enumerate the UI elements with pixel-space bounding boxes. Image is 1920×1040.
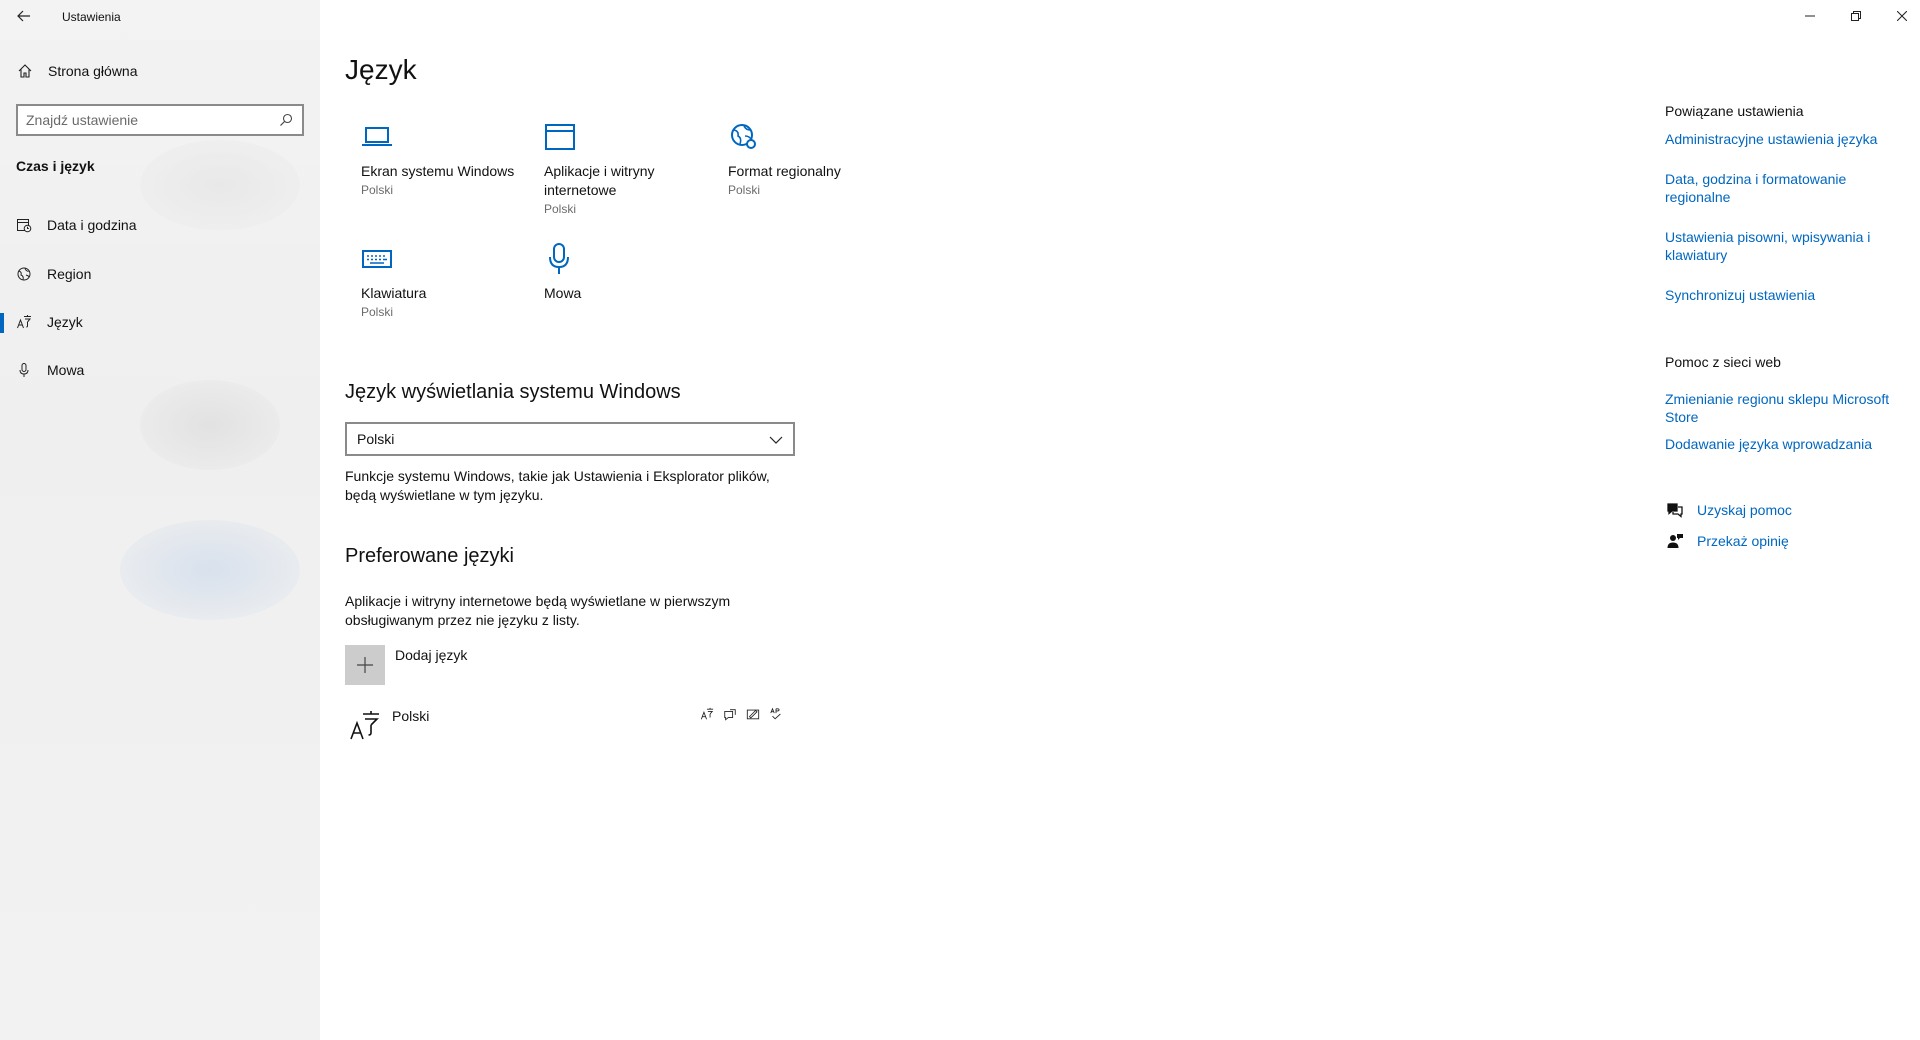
help-chat-icon bbox=[1665, 500, 1685, 520]
speech-icon bbox=[721, 705, 739, 723]
selected-indicator bbox=[0, 313, 4, 333]
window-title: Ustawienia bbox=[62, 10, 121, 24]
display-language-description: Funkcje systemu Windows, takie jak Ustawienia i Eksplorator plików, będą wyświetlane w tym języku. bbox=[345, 468, 770, 503]
close-icon bbox=[1897, 11, 1907, 21]
give-feedback-link[interactable] bbox=[1665, 531, 1789, 551]
minimize-icon bbox=[1805, 11, 1815, 21]
language-name: Polski bbox=[392, 708, 430, 724]
related-settings-heading: Powiązane ustawienia bbox=[1665, 103, 1804, 119]
restore-button[interactable] bbox=[1833, 0, 1879, 32]
display-language-value: Polski bbox=[357, 431, 395, 447]
chevron-down-icon bbox=[769, 431, 783, 447]
plus-icon bbox=[345, 645, 385, 685]
background-blur bbox=[140, 380, 280, 470]
sidebar-item-speech[interactable] bbox=[0, 350, 320, 390]
preferred-languages-description: Aplikacje i witryny internetowe będą wyświetlane w pierwszym obsługiwanym przez nie języku z listy. bbox=[345, 593, 731, 628]
tile-label: Format regionalny bbox=[728, 163, 841, 179]
tile-speech[interactable] bbox=[544, 242, 714, 305]
display-language-icon bbox=[698, 705, 716, 723]
tile-keyboard[interactable] bbox=[361, 242, 531, 319]
nav-home[interactable] bbox=[16, 62, 138, 80]
sidebar-item-region[interactable] bbox=[0, 254, 320, 294]
search-icon[interactable] bbox=[278, 112, 294, 128]
globe-settings-icon bbox=[728, 120, 762, 154]
keyboard-icon bbox=[361, 242, 395, 276]
link-spelling-typing-keyboard[interactable]: Ustawienia pisowni, wpisywania i klawiatury bbox=[1665, 229, 1871, 263]
give-feedback-label: Przekaż opinię bbox=[1697, 533, 1789, 549]
tile-label: Mowa bbox=[544, 285, 582, 301]
language-item-polish[interactable] bbox=[345, 700, 795, 750]
tile-sub: Polski bbox=[728, 183, 761, 197]
web-help-heading: Pomoc z sieci web bbox=[1665, 354, 1781, 370]
sidebar-item-date-time[interactable] bbox=[0, 205, 320, 245]
microphone-icon bbox=[544, 242, 578, 276]
sidebar-section-title: Czas i język bbox=[16, 158, 95, 174]
sidebar-item-label: Region bbox=[47, 266, 92, 282]
laptop-icon bbox=[361, 120, 395, 154]
search-input[interactable] bbox=[26, 112, 278, 128]
link-add-input-language[interactable]: Dodawanie języka wprowadzania bbox=[1665, 436, 1873, 452]
link-date-time-regional[interactable]: Data, godzina i formatowanie regionalne bbox=[1665, 171, 1847, 205]
sidebar-item-label: Data i godzina bbox=[47, 217, 137, 233]
sidebar-item-language[interactable] bbox=[0, 302, 320, 342]
handwriting-icon bbox=[744, 705, 762, 723]
browser-window-icon bbox=[544, 120, 578, 154]
minimize-button[interactable] bbox=[1787, 0, 1833, 32]
sidebar-item-label: Mowa bbox=[47, 362, 85, 378]
get-help-link[interactable] bbox=[1665, 500, 1792, 520]
display-language-select[interactable] bbox=[345, 422, 795, 456]
microphone-icon bbox=[15, 361, 33, 379]
tile-label: Ekran systemu Windows bbox=[361, 163, 515, 179]
link-admin-language-settings[interactable]: Administracyjne ustawienia języka bbox=[1665, 131, 1878, 147]
search-box[interactable] bbox=[16, 104, 304, 136]
tile-label: Klawiatura bbox=[361, 285, 427, 301]
close-button[interactable] bbox=[1879, 0, 1920, 32]
calendar-clock-icon bbox=[15, 216, 33, 234]
tile-windows-display[interactable] bbox=[361, 120, 531, 197]
language-icon bbox=[349, 708, 381, 742]
tile-regional-format[interactable] bbox=[728, 120, 898, 197]
link-sync-settings[interactable]: Synchronizuj ustawienia bbox=[1665, 287, 1816, 303]
nav-home-label: Strona główna bbox=[48, 63, 138, 79]
get-help-label: Uzyskaj pomoc bbox=[1697, 502, 1792, 518]
preferred-languages-heading: Preferowane języki bbox=[345, 545, 514, 567]
spellcheck-icon bbox=[767, 705, 785, 723]
home-icon bbox=[16, 62, 34, 80]
tile-sub: Polski bbox=[361, 305, 394, 319]
restore-icon bbox=[1851, 11, 1861, 21]
link-change-store-region[interactable]: Zmienianie regionu sklepu Microsoft Store bbox=[1665, 391, 1890, 425]
page-title: Język bbox=[345, 54, 417, 85]
tile-sub: Polski bbox=[544, 202, 577, 216]
tile-apps-websites[interactable] bbox=[544, 120, 694, 216]
back-arrow-icon[interactable] bbox=[12, 4, 36, 28]
sidebar-item-label: Język bbox=[47, 314, 83, 330]
add-language-label: Dodaj język bbox=[395, 647, 468, 663]
display-language-heading: Język wyświetlania systemu Windows bbox=[345, 381, 681, 403]
feedback-person-icon bbox=[1665, 531, 1685, 551]
tile-label: Aplikacje i witryny internetowe bbox=[544, 163, 655, 198]
add-language-button[interactable] bbox=[345, 645, 467, 685]
background-blur bbox=[120, 520, 300, 620]
language-icon bbox=[15, 313, 33, 331]
sidebar bbox=[0, 0, 320, 1040]
globe-icon bbox=[15, 265, 33, 283]
tile-sub: Polski bbox=[361, 183, 394, 197]
